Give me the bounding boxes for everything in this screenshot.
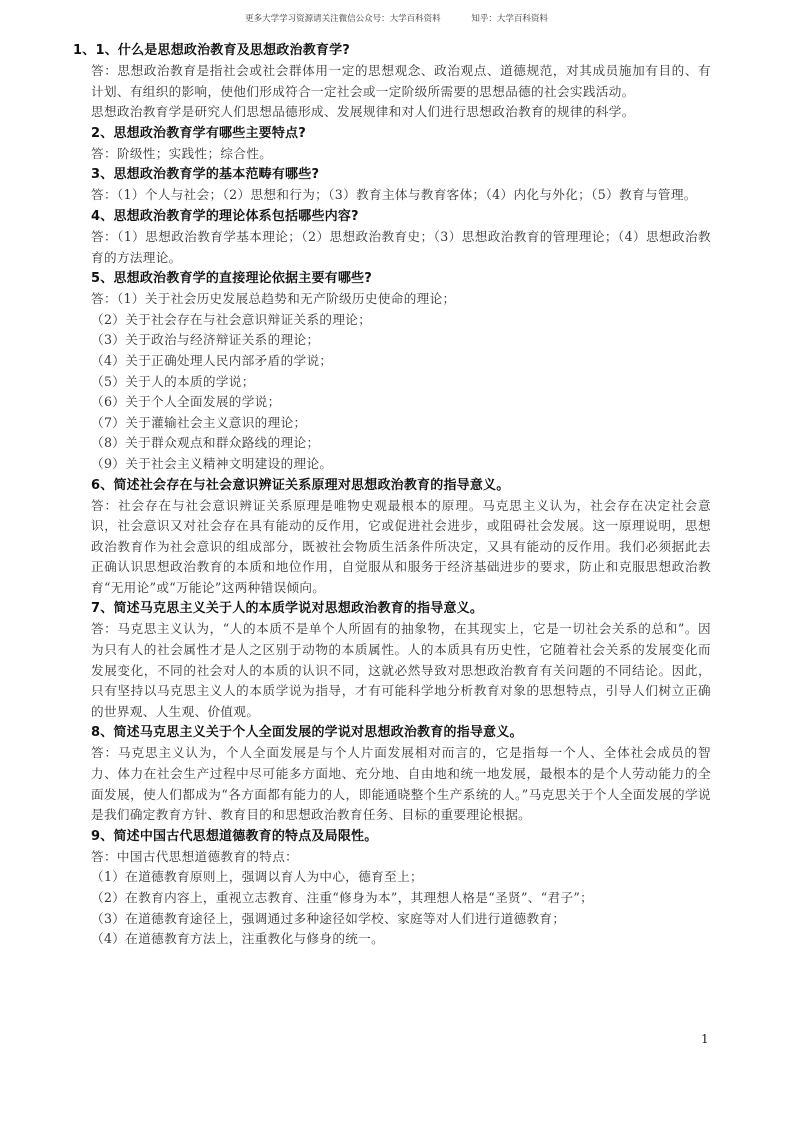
question-heading: 1、1、什么是思想政治教育及思想政治教育学?: [73, 43, 351, 58]
answer-paragraph: 答：思想政治教育是指社会或社会群体用一定的思想观念、政治观点、道德规范，对其成员施加有目的、有计划、有组织的影响，使他们形成符合一定社会或一定阶级所需要的思想品德的社会实践活动。: [91, 63, 711, 99]
question-heading: 7、简述马克思主义关于人的本质学说对思想政治教育的指导意义。: [91, 601, 484, 617]
answer-list-item: （2）关于社会存在与社会意识辩证关系的理论；: [91, 311, 372, 327]
answer-list-item: （4）关于正确处理人民内部矛盾的学说；: [91, 352, 333, 368]
header-zhihu-text: 知乎：大学百科资料: [471, 14, 548, 24]
answer-list-item: （2）在教育内容上，重视立志教育、注重“修身为本”，其理想人格是“圣贤”、“君子”；: [91, 890, 594, 905]
answer-list-item: （9）关于社会主义精神文明建设的理论。: [91, 455, 333, 471]
answer-paragraph: 答：（1）个人与社会；（2）思想和行为；（3）教育主体与教育客体；（4）内化与外化；（5）教育与管理。: [91, 187, 697, 203]
page-number: 1: [701, 1032, 709, 1046]
answer-list-item: （3）关于政治与经济辩证关系的理论；: [91, 332, 320, 348]
answer-list-item: （6）关于个人全面发展的学说；: [91, 394, 281, 410]
question-heading: 2、思想政治教育学有哪些主要特点?: [91, 125, 306, 141]
question-heading: 9、简述中国古代思想道德教育的特点及局限性。: [91, 828, 378, 844]
header-wechat-text: 更多大学学习资源请关注微信公众号：大学百科资料: [245, 14, 441, 24]
question-heading: 8、简述马克思主义关于个人全面发展的学说对思想政治教育的指导意义。: [91, 725, 523, 741]
answer-paragraph: 答：阶级性；实践性；综合性。: [91, 145, 273, 161]
answer-paragraph: 答：马克思主义认为，“人的本质不是单个人所固有的抽象物，在其现实上，它是一切社会关系的总和”。因为只有人的社会属性才是人之区别于动物的本质属性。人的本质具有历史性，它随着社会关系的发展变化而发展变化，不同的社会对人的本质的认识不同，这就必然导致对思想政治教育有关问题的不同结论。因此，只有坚持以马克思主义人的本质学说为指导，才有可能科学地分析教育对象的思想特点，引导人们树立正确的世界观、人生观、价值观。: [91, 621, 711, 719]
answer-list-item: （4）在道德教育方法上，注重教化与修身的统一。: [91, 931, 385, 947]
answer-list-item: （1）在道德教育原则上，强调以育人为中心，德育至上；: [91, 869, 423, 885]
page-header: [0, 12, 793, 24]
answer-list-item: （8）关于群众观点和群众路线的理论；: [91, 435, 320, 451]
answer-list-item: （7）关于灌输社会主义意识的理论；: [91, 414, 307, 430]
answer-list-item: 答：中国古代思想道德教育的特点：: [91, 848, 299, 864]
answer-paragraph: 答：马克思主义认为，个人全面发展是与个人片面发展相对而言的，它是指每一个人、全体社会成员的智力、体力在社会生产过程中尽可能多方面地、充分地、自由地和统一地发展，最根本的是个人劳动能力的全面发展，使人们都成为“各方面都有能力的人，即能通晓整个生产系统的人。”马克思关于个人全面发展的学说是我们确定教育方针、教育目的和思想政治教育任务、目标的重要理论根据。: [91, 745, 711, 823]
answer-list-item: 答：（1）关于社会历史发展总趋势和无产阶级历史使命的理论；: [91, 291, 456, 307]
document-body: [73, 40, 711, 950]
question-heading: 6、简述社会存在与社会意识辨证关系原理对思想政治教育的指导意义。: [91, 477, 510, 493]
answer-list-item: （5）关于人的本质的学说；: [91, 373, 255, 389]
answer-paragraph: 思想政治教育学是研究人们思想品德形成、发展规律和对人们进行思想政治教育的规律的科学。: [91, 104, 635, 120]
question-heading: 4、思想政治教育学的理论体系包括哪些内容?: [91, 208, 359, 224]
answer-paragraph: 答：社会存在与社会意识辨证关系原理是唯物史观最根本的原理。马克思主义认为，社会存在决定社会意识，社会意识又对社会存在具有能动的反作用，它或促进社会进步，或阻碍社会发展。这一原理说明，思想政治教育作为社会意识的组成部分，既被社会物质生活条件所决定，又具有能动的反作用。我们必须据此去正确认识思想政治教育的本质和地位作用，自觉服从和服务于经济基础进步的要求，防止和克服思想政治教育“无用论”或“万能论”这两种错误倾向。: [91, 497, 711, 595]
question-heading: 5、思想政治教育学的直接理论依据主要有哪些?: [91, 271, 372, 287]
answer-paragraph: 答：（1）思想政治教育学基本理论；（2）思想政治教育史；（3）思想政治教育的管理理论；（4）思想政治教育的方法理论。: [91, 228, 711, 265]
answer-list-item: （3）在道德教育途径上，强调通过多种途径如学校、家庭等对人们进行道德教育；: [91, 910, 566, 926]
question-heading: 3、思想政治教育学的基本范畴有哪些?: [91, 167, 320, 183]
